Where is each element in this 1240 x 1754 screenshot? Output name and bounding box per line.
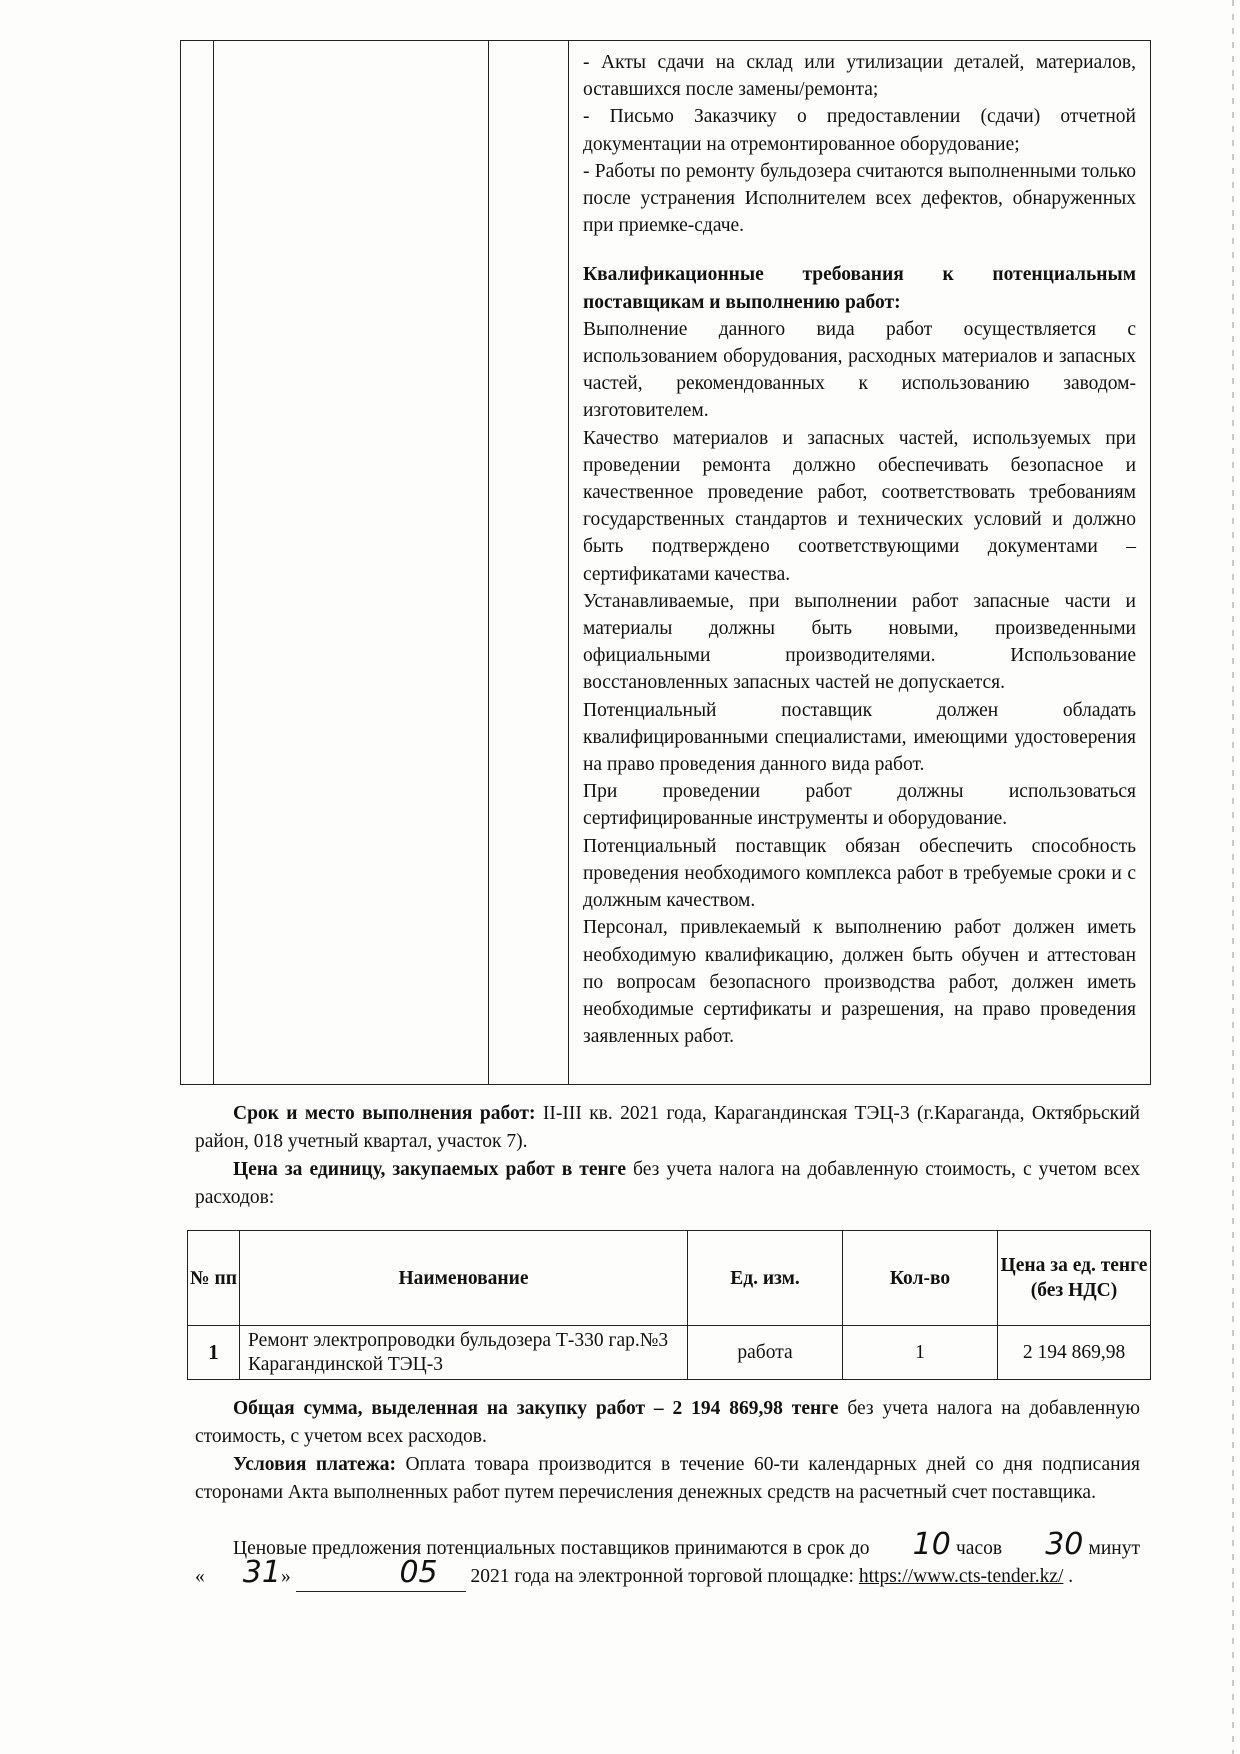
requirements-table — [180, 40, 1151, 1085]
deadline-text-6: . — [1063, 1566, 1074, 1587]
unit-price-text: без учета налога на добавленную стоимость, с учетом всех расходов: — [195, 1159, 1140, 1208]
deadline-text-4: » — [280, 1566, 296, 1587]
row-unit: работа — [688, 1326, 843, 1380]
header-quantity: Кол-во — [843, 1231, 998, 1326]
row-name: Ремонт электропроводки бульдозера Т-330 гар.№3 Карагандинской ТЭЦ-3 — [240, 1326, 688, 1380]
total-label: Общая сумма, выделенная на закупку работ – 2 194 869,98 тенге — [233, 1398, 839, 1419]
row-quantity: 1 — [843, 1326, 998, 1380]
price-table-header-row — [188, 1231, 1151, 1326]
payment-text: Оплата товара производится в течение 60-ти календарных дней со дня подписания сторонами Акта выполненных работ путем перечисления денежных средств на расчетный счет поставщика. — [195, 1454, 1140, 1503]
header-name: Наименование — [240, 1231, 688, 1326]
terms-text: II-III кв. 2021 года, Карагандинская ТЭЦ-3 (г.Караганда, Октябрьский район, 018 учетный квартал, участок 7). — [195, 1103, 1140, 1152]
requirement-item: - Работы по ремонту бульдозера считаются выполненными только после устранения Исполнителем всех дефектов, обнаруженных при приемке-сдаче. — [583, 160, 1136, 237]
row-price: 2 194 869,98 — [998, 1326, 1151, 1380]
table-row — [188, 1326, 1151, 1380]
qualification-heading: Квалификационные требования к потенциальным поставщикам и выполнению работ: — [583, 264, 1136, 313]
row-number: 1 — [188, 1326, 240, 1380]
handwritten-hour: 10 — [912, 1527, 951, 1562]
qualification-paragraph: При проведении работ должны использоваться сертифицированные инструменты и оборудование. — [583, 781, 1136, 830]
qualification-paragraph: Потенциальный поставщик должен обладать квалифицированными специалистами, имеющими удостоверения на право проведения данного вида работ. — [583, 699, 1136, 776]
table-cell-unit — [489, 41, 569, 1085]
scan-edge-artifact — [1232, 0, 1234, 1754]
requirement-item: - Письмо Заказчику о предоставлении (сдачи) отчетной документации на отремонтированное оборудование; — [583, 106, 1136, 155]
price-table — [187, 1230, 1151, 1380]
deadline-text-5: 2021 года на электронной торговой площадке: — [465, 1566, 859, 1587]
unit-price-label: Цена за единицу, закупаемых работ в тенге — [233, 1159, 627, 1180]
qualification-paragraph: Качество материалов и запасных частей, используемых при проведении ремонта должно обеспечивать безопасное и качественное проведение работ, соответствовать требованиям государственных стандартов и технических условий и должно быть подтверждено соответствующими документами – сертификатами качества. — [583, 427, 1136, 585]
qualification-paragraph: Устанавливаемые, при выполнении работ запасные части и материалы должны быть новыми, произведенными официальными производителями. Использование восстановленных запасных частей не допускается. — [583, 590, 1136, 694]
payment-label: Условия платежа: — [233, 1454, 396, 1475]
qualification-paragraph: Выполнение данного вида работ осуществляется с использованием оборудования, расходных материалов и запасных частей, рекомендованных к использованию заводом-изготовителем. — [583, 318, 1136, 422]
qualification-paragraph: Персонал, привлекаемый к выполнению работ должен иметь необходимую квалификацию, должен быть обучен и аттестован по вопросам безопасного производства работ, должен иметь необходимые сертификаты и разрешения, на право проведения заявленных работ. — [583, 917, 1136, 1048]
payment-paragraph — [195, 1451, 1140, 1507]
deadline-text-2: часов — [950, 1538, 1008, 1559]
unit-price-paragraph — [195, 1156, 1140, 1212]
table-cell-requirements — [569, 41, 1151, 1085]
month-blank — [296, 1555, 466, 1592]
handwritten-minutes: 30 — [1045, 1527, 1084, 1562]
requirement-item: - Акты сдачи на склад или утилизации деталей, материалов, оставшихся после замены/ремонта; — [583, 52, 1136, 101]
terms-label: Срок и место выполнения работ: — [233, 1103, 536, 1124]
table-cell-name — [214, 41, 489, 1085]
tender-site-link[interactable]: https://www.cts-tender.kz/ — [858, 1566, 1064, 1587]
handwritten-month: 05 — [399, 1555, 438, 1590]
terms-paragraph — [195, 1100, 1140, 1156]
header-number: № пп — [188, 1231, 240, 1326]
total-text: без учета налога на добавленную стоимость, с учетом всех расходов. — [195, 1398, 1140, 1447]
total-paragraph — [195, 1395, 1140, 1451]
handwritten-day: 31 — [242, 1555, 281, 1590]
table-cell-number — [181, 41, 214, 1085]
header-price: Цена за ед. тенге (без НДС) — [998, 1231, 1151, 1326]
deadline-text-3: минут « — [195, 1538, 1141, 1587]
header-unit: Ед. изм. — [688, 1231, 843, 1326]
deadline-paragraph — [195, 1527, 1141, 1592]
deadline-text-1: Ценовые предложения потенциальных поставщиков принимаются в срок до — [233, 1538, 875, 1559]
qualification-paragraph: Потенциальный поставщик обязан обеспечить способность проведения необходимого комплекса работ в требуемые сроки и с должным качеством. — [583, 835, 1136, 912]
